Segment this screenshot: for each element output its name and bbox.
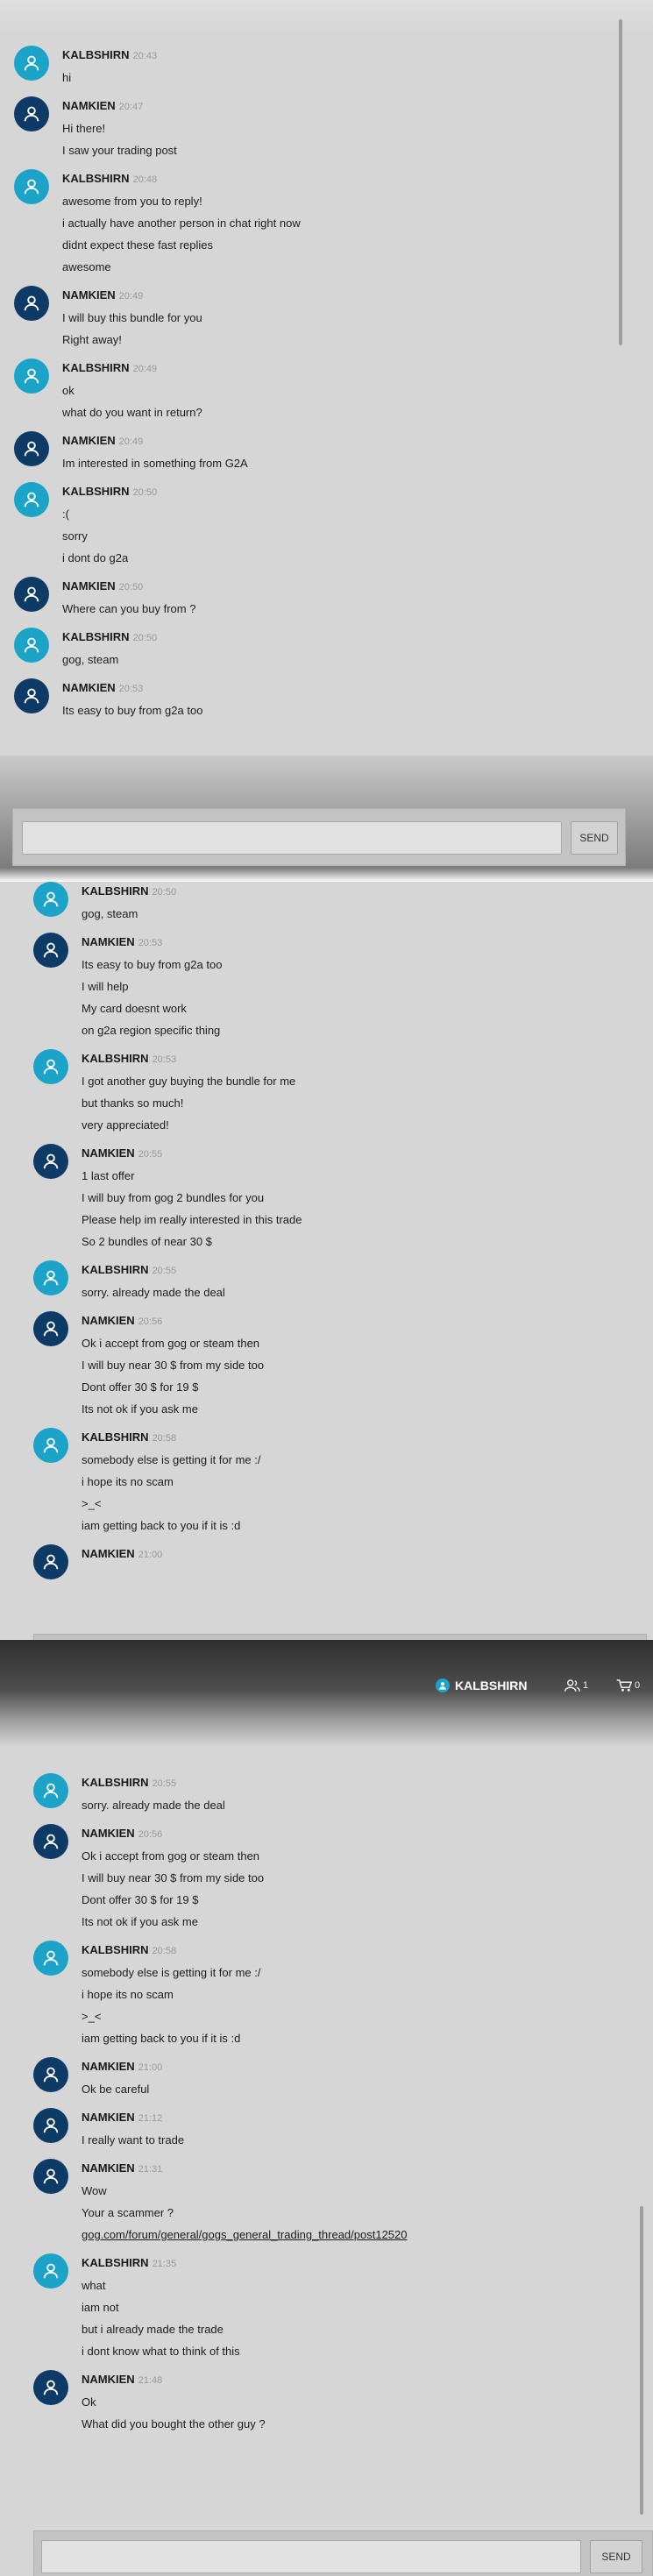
user-avatar-icon [41, 1552, 60, 1572]
timestamp: 21:12 [138, 2113, 163, 2124]
user-avatar-icon [41, 1436, 60, 1455]
timestamp: 20:58 [152, 1433, 177, 1444]
user-avatar-icon [41, 1948, 60, 1968]
chat-message [14, 96, 653, 158]
avatar[interactable] [14, 169, 49, 204]
message-text: awesome from you to reply! [62, 195, 202, 208]
message-body [82, 1144, 302, 1249]
author-name[interactable]: KALBSHIRN [82, 2256, 149, 2269]
avatar[interactable] [33, 1311, 68, 1346]
author-name[interactable]: KALBSHIRN [62, 172, 130, 185]
message-text: I really want to trade [82, 2133, 185, 2147]
chat-message [14, 358, 653, 420]
avatar[interactable] [14, 286, 49, 321]
user-avatar-icon [22, 490, 41, 509]
timestamp: 20:43 [132, 51, 158, 61]
timestamp: 20:58 [152, 1946, 177, 1956]
message-input-bar [12, 808, 626, 866]
chat-message [33, 2370, 653, 2431]
timestamp: 20:55 [152, 1778, 177, 1789]
message-header [82, 1827, 264, 1842]
author-name[interactable]: KALBSHIRN [82, 1430, 149, 1444]
author-name[interactable]: KALBSHIRN [62, 485, 130, 498]
author-name[interactable]: NAMKIEN [82, 1146, 135, 1160]
message-text: Its not ok if you ask me [82, 1402, 198, 1416]
avatar[interactable] [33, 1544, 68, 1579]
message-body [62, 482, 157, 565]
timestamp: 20:55 [138, 1149, 163, 1160]
message-body [82, 2108, 184, 2147]
message-text: iam getting back to you if it is :d [82, 1519, 241, 1532]
avatar[interactable] [33, 1428, 68, 1463]
message-header [82, 2060, 162, 2075]
message-header [82, 1314, 264, 1329]
top-navigation [0, 1640, 653, 1747]
avatar[interactable] [33, 1773, 68, 1808]
chat-message [33, 1144, 653, 1249]
user-avatar-icon [22, 53, 41, 73]
author-name[interactable]: NAMKIEN [62, 288, 116, 302]
message-body [62, 96, 177, 158]
send-button[interactable]: SEND [590, 2540, 642, 2573]
message-header [82, 1052, 295, 1067]
author-name[interactable]: NAMKIEN [82, 2111, 135, 2124]
message-header [82, 1263, 225, 1278]
chat-message [14, 169, 653, 274]
message-text: Please help im really interested in this trade [82, 1213, 302, 1226]
avatar[interactable] [14, 96, 49, 131]
message-header [62, 288, 202, 303]
timestamp: 20:48 [132, 174, 158, 185]
message-text: sorry [62, 529, 88, 543]
message-text: Ok i accept from gog or steam then [82, 1849, 260, 1863]
message-text: gog, steam [82, 907, 138, 920]
message-header [82, 1547, 162, 1562]
avatar[interactable] [33, 1941, 68, 1976]
timestamp: 21:35 [152, 2259, 177, 2269]
author-name[interactable]: NAMKIEN [82, 1547, 135, 1560]
chat-message [33, 1311, 653, 1416]
message-header [62, 99, 177, 114]
message-text: gog, steam [62, 653, 119, 666]
message-text: i dont do g2a [62, 551, 129, 564]
timestamp: 20:56 [138, 1829, 163, 1840]
timestamp: 21:00 [138, 2062, 163, 2073]
user-avatar-icon [41, 2167, 60, 2186]
message-text: ok [62, 384, 75, 397]
message-header [62, 172, 301, 187]
avatar[interactable] [33, 1824, 68, 1859]
avatar[interactable] [33, 1144, 68, 1179]
timestamp: 20:55 [152, 1266, 177, 1276]
message-header [62, 630, 157, 645]
message-body [82, 1260, 225, 1300]
message-text: Wow [82, 2184, 107, 2197]
message-text: iam getting back to you if it is :d [82, 2032, 241, 2045]
friends-button[interactable] [564, 1678, 588, 1692]
timestamp: 20:49 [118, 291, 144, 302]
chat-message [33, 933, 653, 1038]
message-text: :( [62, 507, 69, 521]
chat-message [14, 482, 653, 565]
message-body [82, 1049, 295, 1132]
message-text: awesome [62, 260, 111, 273]
scrollbar-thumb[interactable] [640, 2206, 643, 2515]
author-name[interactable]: KALBSHIRN [82, 884, 149, 898]
avatar[interactable] [33, 1049, 68, 1084]
message-header [62, 361, 202, 376]
message-list [33, 1773, 653, 2443]
message-header [82, 2373, 266, 2388]
message-body [82, 933, 222, 1038]
message-text: Its not ok if you ask me [82, 1915, 198, 1928]
message-text: I will buy this bundle for you [62, 311, 202, 324]
avatar[interactable] [14, 577, 49, 612]
message-text: what [82, 2279, 106, 2292]
chat-message [14, 577, 653, 616]
message-text: Right away! [62, 333, 122, 346]
message-text: somebody else is getting it for me :/ [82, 1453, 261, 1466]
current-user-menu[interactable] [436, 1678, 527, 1692]
message-body [82, 1311, 264, 1416]
message-text: but thanks so much! [82, 1096, 184, 1110]
timestamp: 20:53 [118, 684, 144, 694]
message-text: So 2 bundles of near 30 $ [82, 1235, 212, 1248]
message-text: but i already made the trade [82, 2323, 224, 2336]
message-text: on g2a region specific thing [82, 1024, 221, 1037]
avatar[interactable] [33, 2159, 68, 2194]
message-text: i hope its no scam [82, 1988, 174, 2001]
message-text: i dont know what to think of this [82, 2345, 240, 2358]
author-name[interactable]: KALBSHIRN [82, 1776, 149, 1789]
user-avatar-icon [41, 2065, 60, 2084]
message-text: Your a scammer ? [82, 2206, 174, 2219]
user-avatar-icon [41, 1832, 60, 1851]
message-text: Its easy to buy from g2a too [62, 704, 203, 717]
message-text: Ok [82, 2395, 96, 2409]
message-header [62, 48, 157, 63]
avatar[interactable] [33, 2057, 68, 2092]
user-avatar-icon [41, 2261, 60, 2281]
message-text: >_< [82, 1497, 102, 1510]
message-body [82, 1941, 260, 2046]
chat-screenshot-1 [0, 0, 653, 882]
message-header [62, 485, 157, 500]
message-body [82, 1773, 225, 1813]
message-list [14, 46, 653, 729]
message-text: i actually have another person in chat right now [62, 216, 301, 230]
message-text: Ok be careful [82, 2083, 150, 2096]
message-input-bar [33, 2530, 653, 2576]
message-text: >_< [82, 2010, 102, 2023]
chat-message [14, 678, 653, 718]
user-avatar-icon [41, 2116, 60, 2135]
cart-count: 0 [635, 1680, 641, 1691]
timestamp: 20:53 [138, 938, 163, 948]
message-text: I will buy from gog 2 bundles for you [82, 1191, 265, 1204]
message-text: Where can you buy from ? [62, 602, 196, 615]
message-header [62, 434, 248, 449]
message-text: very appreciated! [82, 1118, 169, 1132]
message-header [82, 1430, 260, 1445]
message-text: I will buy near 30 $ from my side too [82, 1359, 265, 1372]
user-avatar-icon [41, 940, 60, 960]
chat-message [33, 1260, 653, 1300]
message-text: sorry. already made the deal [82, 1286, 225, 1299]
chat-message [33, 1824, 653, 1929]
avatar[interactable] [14, 678, 49, 713]
chat-message [14, 628, 653, 667]
message-text: i hope its no scam [82, 1475, 174, 1488]
avatar[interactable] [33, 2370, 68, 2405]
author-name[interactable]: NAMKIEN [62, 99, 116, 112]
avatar[interactable] [33, 933, 68, 968]
message-input[interactable] [41, 2540, 581, 2573]
author-name[interactable]: NAMKIEN [62, 579, 116, 593]
user-avatar-icon [41, 2378, 60, 2397]
message-header [82, 884, 176, 899]
message-input-bar [33, 1634, 647, 1640]
cart-button[interactable] [616, 1678, 640, 1692]
avatar[interactable] [33, 2253, 68, 2289]
message-header [82, 1146, 302, 1161]
timestamp: 20:50 [132, 633, 158, 643]
message-text: Im interested in something from G2A [62, 457, 248, 470]
message-list [33, 882, 653, 1591]
message-text: Hi there! [62, 122, 106, 135]
timestamp: 21:00 [138, 1550, 163, 1560]
user-avatar-icon [41, 1152, 60, 1171]
avatar[interactable] [14, 358, 49, 394]
user-avatar-icon [22, 177, 41, 196]
avatar[interactable] [14, 431, 49, 466]
chat-message [14, 431, 653, 471]
timestamp: 20:47 [118, 102, 144, 112]
message-body [82, 1544, 162, 1562]
message-body [82, 2253, 240, 2359]
user-avatar-icon [22, 686, 41, 706]
user-avatar-icon [41, 1057, 60, 1076]
message-header [82, 1943, 260, 1958]
avatar[interactable] [14, 46, 49, 81]
friends-count: 1 [583, 1680, 589, 1691]
current-user-name: KALBSHIRN [455, 1678, 528, 1692]
message-body [62, 169, 301, 274]
chat-screenshot-2 [0, 882, 653, 1640]
message-text: I will buy near 30 $ from my side too [82, 1871, 265, 1884]
message-text: Dont offer 30 $ for 19 $ [82, 1380, 199, 1394]
chat-message [33, 1049, 653, 1132]
author-name[interactable]: KALBSHIRN [62, 630, 130, 643]
message-body [62, 628, 157, 667]
message-body [62, 431, 248, 471]
message-header [62, 681, 202, 696]
timestamp: 21:48 [138, 2375, 163, 2386]
user-avatar-icon [22, 104, 41, 124]
author-name[interactable]: NAMKIEN [82, 935, 135, 948]
user-avatar-icon [22, 585, 41, 604]
author-name[interactable]: KALBSHIRN [62, 48, 130, 61]
message-text: hi [62, 71, 72, 84]
message-text: My card doesnt work [82, 1002, 187, 1015]
timestamp: 20:50 [152, 887, 177, 898]
message-text: Its easy to buy from g2a too [82, 958, 223, 971]
message-header [82, 2161, 407, 2176]
chat-message [33, 882, 653, 921]
chat-message [14, 286, 653, 347]
avatar[interactable] [33, 882, 68, 917]
message-body [82, 882, 176, 921]
message-text: iam not [82, 2301, 119, 2314]
user-avatar-icon [22, 439, 41, 458]
user-avatar-icon [41, 1781, 60, 1800]
message-body [62, 358, 202, 420]
chat-message [33, 1428, 653, 1533]
author-name[interactable]: NAMKIEN [62, 681, 116, 694]
message-body [82, 1824, 264, 1929]
friends-icon [564, 1678, 580, 1692]
author-name[interactable]: NAMKIEN [82, 1314, 135, 1327]
message-header [62, 579, 195, 594]
avatar[interactable] [14, 482, 49, 517]
chat-message [33, 2253, 653, 2359]
message-text: 1 last offer [82, 1169, 135, 1182]
message-header [82, 935, 222, 950]
message-text: sorry. already made the deal [82, 1799, 225, 1812]
chat-message [33, 2108, 653, 2147]
timestamp: 21:31 [138, 2164, 163, 2175]
author-name[interactable]: NAMKIEN [82, 2161, 135, 2175]
chat-message [33, 2057, 653, 2097]
timestamp: 20:50 [132, 487, 158, 498]
message-text: Ok i accept from gog or steam then [82, 1337, 260, 1350]
message-text: Dont offer 30 $ for 19 $ [82, 1893, 199, 1906]
author-name[interactable]: KALBSHIRN [82, 1943, 149, 1956]
message-header [82, 2111, 184, 2125]
message-input[interactable] [22, 821, 562, 855]
author-name[interactable]: NAMKIEN [82, 1827, 135, 1840]
chat-screenshot-3 [0, 1640, 653, 2576]
message-text: I saw your trading post [62, 144, 177, 157]
timestamp: 20:53 [152, 1054, 177, 1065]
chat-message [33, 2159, 653, 2242]
chat-message [33, 1773, 653, 1813]
avatar[interactable] [14, 628, 49, 663]
user-avatar-icon [41, 890, 60, 909]
message-body [82, 2057, 162, 2097]
message-link[interactable]: gog.com/forum/general/gogs_general_trading_thread/post12520 [82, 2228, 408, 2241]
cart-icon [616, 1678, 632, 1692]
chat-message [33, 1544, 653, 1579]
message-body [82, 2370, 266, 2431]
author-name[interactable]: KALBSHIRN [82, 1052, 149, 1065]
author-name[interactable]: NAMKIEN [82, 2060, 135, 2073]
timestamp: 20:50 [118, 582, 144, 593]
message-text: somebody else is getting it for me :/ [82, 1966, 261, 1979]
timestamp: 20:49 [132, 364, 158, 374]
author-name[interactable]: NAMKIEN [62, 434, 116, 447]
user-avatar-icon [22, 635, 41, 655]
message-text: I will help [82, 980, 129, 993]
message-header [82, 2256, 240, 2271]
avatar[interactable] [33, 1260, 68, 1295]
user-avatar-icon [22, 294, 41, 313]
user-avatar-icon [41, 1268, 60, 1288]
avatar[interactable] [33, 2108, 68, 2143]
message-text: didnt expect these fast replies [62, 238, 213, 252]
user-avatar-icon [436, 1678, 450, 1692]
message-body [62, 46, 157, 85]
message-body [82, 1428, 260, 1533]
timestamp: 20:56 [138, 1316, 163, 1327]
chat-message [33, 1941, 653, 2046]
message-text: What did you bought the other guy ? [82, 2417, 266, 2431]
author-name[interactable]: KALBSHIRN [62, 361, 130, 374]
message-body [62, 577, 195, 616]
chat-message [14, 46, 653, 85]
message-body [82, 2159, 407, 2242]
message-text: what do you want in return? [62, 406, 202, 419]
author-name[interactable]: NAMKIEN [82, 2373, 135, 2386]
message-text: I got another guy buying the bundle for me [82, 1075, 296, 1088]
message-body [62, 286, 202, 347]
user-avatar-icon [22, 366, 41, 386]
message-body [62, 678, 202, 718]
scrollbar-thumb[interactable] [619, 19, 622, 345]
message-header [82, 1776, 225, 1791]
timestamp: 20:49 [118, 436, 144, 447]
send-button[interactable]: SEND [571, 821, 618, 855]
user-avatar-icon [41, 1319, 60, 1338]
author-name[interactable]: KALBSHIRN [82, 1263, 149, 1276]
